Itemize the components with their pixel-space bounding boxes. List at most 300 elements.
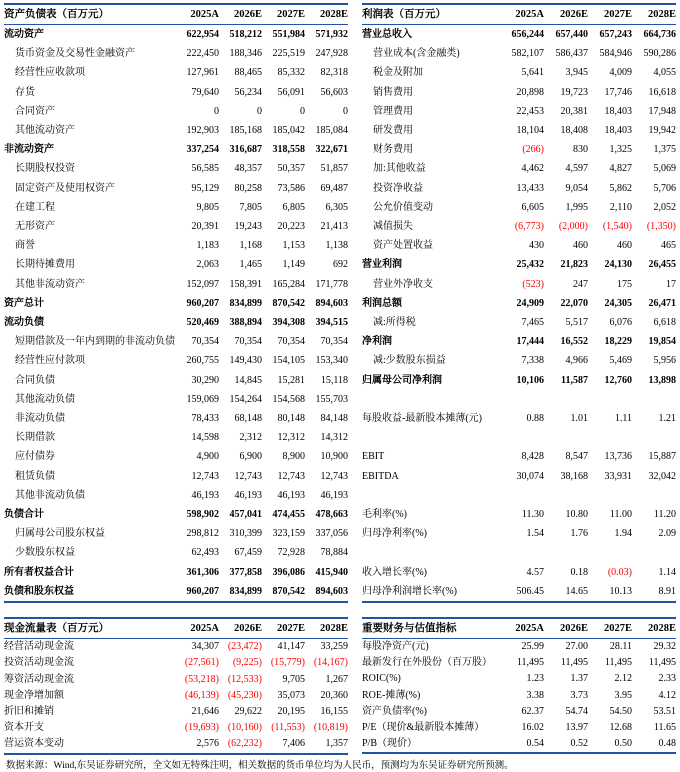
cell-value: 13,433 [516, 182, 544, 194]
table-row [362, 140, 676, 159]
table-header-row [362, 4, 676, 25]
column-header: 2026E [544, 618, 588, 639]
cell-value: 2.12 [614, 673, 632, 685]
row-label: 归属母公司净利润 [362, 374, 442, 386]
cell-value: 0 [257, 105, 262, 117]
row-label: 收入增长率(%) [362, 566, 427, 578]
cell-value: 465 [661, 240, 676, 252]
row-label: 折旧和摊销 [4, 705, 54, 717]
cell-value: 7,805 [239, 201, 262, 213]
cell-value: 3.73 [570, 689, 588, 701]
cell-value: 15,887 [648, 451, 676, 463]
cell-value: 38,168 [560, 470, 588, 482]
cell-value: 457,041 [229, 509, 262, 521]
column-header: 2028E [632, 618, 676, 639]
cell-value: 12,760 [604, 374, 632, 386]
cell-value: 32,042 [648, 470, 676, 482]
cell-value: 19,942 [648, 125, 676, 137]
cell-value: 15,118 [320, 374, 348, 386]
cell-value: 1.11 [614, 413, 632, 425]
cell-value [588, 486, 632, 505]
cell-value: 185,084 [315, 125, 348, 137]
row-label: 营业利润 [362, 259, 402, 271]
cell-value: 185,168 [229, 125, 262, 137]
cell-value: 322,671 [315, 144, 348, 156]
cell-value: 415,940 [315, 566, 348, 578]
cell-value: 5,862 [609, 182, 632, 194]
table-row [362, 275, 676, 294]
cell-value: 34,307 [191, 641, 219, 653]
row-label: 财务费用 [373, 144, 413, 156]
cell-value: 14,845 [234, 374, 262, 386]
cell-value: 12.68 [609, 722, 632, 734]
cell-value: (266) [522, 144, 544, 156]
cell-value: 53.51 [653, 705, 676, 717]
table-row [362, 543, 676, 562]
cell-value: 33,931 [604, 470, 632, 482]
cell-value: 14,312 [320, 432, 348, 444]
cell-value: 460 [617, 240, 632, 252]
cell-value [544, 543, 588, 562]
cell-value: (15,779) [270, 657, 305, 669]
cell-value: 25.99 [521, 641, 544, 653]
row-label: 减:所得税 [373, 317, 416, 329]
row-label: 营业总收入 [362, 29, 412, 40]
row-label: 长期借款 [15, 432, 55, 444]
cell-value: 11,495 [560, 657, 588, 669]
cell-value: 506.45 [500, 582, 544, 602]
cell-value: 16,155 [320, 705, 348, 717]
table-row [4, 25, 348, 45]
cell-value: (1,350) [646, 221, 676, 233]
cell-value: 20,360 [320, 689, 348, 701]
cell-value: 18,229 [604, 336, 632, 348]
cell-value: 2,576 [176, 736, 219, 753]
cell-value: 1,183 [196, 240, 219, 252]
cell-value: 175 [617, 278, 632, 290]
table-row [362, 255, 676, 274]
balance-sheet-table [4, 3, 348, 603]
row-label: 合同负债 [15, 374, 55, 386]
cell-value: 10,900 [320, 451, 348, 463]
cell-value: 3.95 [614, 689, 632, 701]
row-label: 加:其他收益 [373, 163, 426, 175]
table-row [362, 736, 676, 753]
cell-value: 225,519 [272, 48, 305, 60]
row-label: EBITDA [362, 470, 399, 482]
cell-value: 12,743 [234, 470, 262, 482]
column-header: 2025A [500, 4, 544, 25]
cell-value: 7,338 [521, 355, 544, 367]
table-row [4, 543, 348, 562]
table-row [4, 505, 348, 524]
cell-value [544, 428, 588, 447]
cell-value: 80,258 [234, 182, 262, 194]
table-row [362, 720, 676, 736]
table-header-row [362, 618, 676, 639]
table-row [4, 736, 348, 753]
cell-value: 1,325 [609, 144, 632, 156]
cell-value: 4,055 [653, 67, 676, 79]
column-header: 2026E [219, 4, 262, 25]
cell-value: 19,854 [648, 336, 676, 348]
cell-value: 361,306 [186, 566, 219, 578]
table-row [362, 655, 676, 671]
cell-value: 21,413 [320, 221, 348, 233]
cell-value: 6,900 [239, 451, 262, 463]
cell-value: 11,495 [648, 657, 676, 669]
cell-value: 56,585 [191, 163, 219, 175]
row-label: 其他流动负债 [15, 393, 75, 405]
cell-value: 222,450 [186, 48, 219, 60]
cell-value: 0.48 [632, 736, 676, 753]
column-header: 2025A [500, 618, 544, 639]
cell-value: 69,487 [320, 182, 348, 194]
cell-value: 894,603 [305, 582, 348, 602]
cell-value: 6,305 [325, 201, 348, 213]
table-row [362, 582, 676, 602]
cell-value: 692 [333, 259, 348, 271]
cell-value: 3.38 [526, 689, 544, 701]
table-row [4, 486, 348, 505]
cell-value: 50,357 [277, 163, 305, 175]
cell-value: (6,773) [514, 221, 544, 233]
cell-value: 24,305 [604, 297, 632, 309]
table-row [4, 447, 348, 466]
cell-value: (62,232) [219, 736, 262, 753]
row-label: 所有者权益合计 [4, 566, 74, 578]
row-label: 经营性应收款项 [15, 67, 85, 79]
cell-value [588, 428, 632, 447]
row-label: 资产处置收益 [373, 240, 433, 252]
cell-value: 67,459 [234, 547, 262, 559]
table-row [4, 467, 348, 486]
table-row [362, 294, 676, 313]
table-row [4, 428, 348, 447]
cell-value: 586,437 [555, 48, 588, 60]
cell-value: (10,160) [227, 722, 262, 734]
cell-value [632, 543, 676, 562]
row-label: 应付债券 [15, 451, 55, 463]
cell-value: 149,430 [229, 355, 262, 367]
cell-value: 25,432 [516, 259, 544, 271]
cell-value: 478,663 [315, 509, 348, 521]
cell-value: 598,902 [186, 509, 219, 521]
cell-value: (23,472) [227, 641, 262, 653]
cell-value: 70,354 [191, 336, 219, 348]
cell-value: (45,230) [227, 689, 262, 701]
cell-value: (523) [522, 278, 544, 290]
table-title: 现金流量表（百万元） [4, 618, 176, 639]
row-label: 营业成本(含金融类) [373, 48, 460, 60]
cell-value: (9,225) [232, 657, 262, 669]
row-label [362, 428, 500, 447]
cell-value: 62.37 [521, 705, 544, 717]
cell-value: 155,703 [315, 393, 348, 405]
cell-value: 830 [573, 144, 588, 156]
cell-value [632, 486, 676, 505]
cell-value: 54.74 [565, 705, 588, 717]
cell-value: 834,899 [229, 297, 262, 309]
cell-value: 0.18 [570, 566, 588, 578]
table-header-row [4, 618, 348, 639]
cell-value: 4,009 [609, 67, 632, 79]
cell-value: 2,110 [609, 201, 632, 213]
table-row [4, 563, 348, 582]
cell-value: 46,193 [191, 489, 219, 501]
cell-value: 4,966 [565, 355, 588, 367]
table-title: 利润表（百万元） [362, 4, 500, 25]
column-header: 2027E [588, 4, 632, 25]
cell-value: 24,130 [604, 259, 632, 271]
cell-value: 192,903 [186, 125, 219, 137]
cell-value: 4,900 [196, 451, 219, 463]
table-row [362, 371, 676, 390]
cell-value: (46,139) [184, 689, 219, 701]
cell-value: 8,547 [565, 451, 588, 463]
cell-value: 29,622 [234, 705, 262, 717]
cell-value: 298,812 [186, 528, 219, 540]
cell-value: 18,403 [604, 125, 632, 137]
cell-value: 1,168 [239, 240, 262, 252]
table-row [4, 83, 348, 102]
table-row [362, 505, 676, 524]
cell-value: 72,928 [277, 547, 305, 559]
cell-value: 154,264 [229, 393, 262, 405]
cell-value: 4,597 [565, 163, 588, 175]
cell-value: 388,894 [229, 317, 262, 329]
income-statement-table [362, 3, 676, 603]
data-source-note: 数据来源：Wind,东吴证券研究所，全文如无特殊注明，相关数据的货币单位均为人民币，预测均为东吴证券研究所预测。 [6, 760, 514, 771]
row-label: 其他流动资产 [15, 125, 75, 137]
cell-value: 960,207 [186, 297, 219, 309]
cell-value: 518,212 [229, 29, 262, 40]
left-column [4, 3, 348, 755]
cell-value: 310,399 [229, 528, 262, 540]
cell-value: 11.65 [653, 722, 676, 734]
cell-value: (2,000) [558, 221, 588, 233]
row-label: 非流动负债 [15, 413, 65, 425]
table-row [362, 688, 676, 704]
row-label: 流动负债 [4, 317, 44, 329]
cell-value: 56,091 [277, 86, 305, 98]
column-header: 2026E [544, 4, 588, 25]
cell-value: 33,259 [320, 641, 348, 653]
cell-value: 2,312 [239, 432, 262, 444]
cell-value: 11,587 [561, 374, 588, 386]
table-row [362, 704, 676, 720]
cell-value: 1.23 [526, 673, 544, 685]
cell-value: 1.14 [658, 566, 676, 578]
table-row [362, 390, 676, 409]
row-label: 经营活动现金流 [4, 641, 74, 653]
row-label: 资产总计 [4, 297, 44, 309]
row-label: 租赁负债 [15, 470, 55, 482]
cell-value: 127,961 [186, 67, 219, 79]
table-row [362, 332, 676, 351]
cell-value: 1.37 [570, 673, 588, 685]
cell-value: 11.30 [521, 509, 544, 521]
cell-value: 46,193 [234, 489, 262, 501]
table-row [362, 639, 676, 656]
column-header: 2028E [305, 618, 348, 639]
row-label: 公允价值变动 [373, 201, 433, 213]
table-row [4, 294, 348, 313]
cell-value: 85,332 [277, 67, 305, 79]
table-row [4, 639, 348, 656]
row-label: 商誉 [15, 240, 35, 252]
row-label: P/E（现价&最新股本摊薄） [362, 722, 485, 734]
cell-value: (27,561) [184, 657, 219, 669]
row-label: 短期借款及一年内到期的非流动负债 [15, 336, 175, 348]
column-header: 2028E [632, 4, 676, 25]
table-row [4, 255, 348, 274]
table-row [4, 217, 348, 236]
row-label: 筹资活动现金流 [4, 673, 74, 685]
table-row [362, 83, 676, 102]
cell-value: 70,354 [277, 336, 305, 348]
cell-value: 870,542 [272, 297, 305, 309]
table-row [362, 563, 676, 582]
cell-value: 657,243 [599, 29, 632, 40]
cell-value: 19,243 [234, 221, 262, 233]
table-row [362, 198, 676, 217]
table-row [4, 179, 348, 198]
cell-value: 377,858 [229, 566, 262, 578]
cell-value: 152,097 [186, 278, 219, 290]
column-header: 2025A [176, 618, 219, 639]
row-label: ROE-摊薄(%) [362, 689, 421, 701]
row-label: 其他非流动资产 [15, 278, 85, 290]
column-header: 2027E [588, 618, 632, 639]
cell-value: 35,073 [277, 689, 305, 701]
cell-value: 323,159 [272, 528, 305, 540]
cell-value: 21,823 [560, 259, 588, 271]
table-title: 资产负债表（百万元） [4, 4, 176, 25]
table-row [4, 351, 348, 370]
cell-value: 56,234 [234, 86, 262, 98]
cell-value: (12,533) [227, 673, 262, 685]
cell-value: 571,932 [315, 29, 348, 40]
cell-value: 316,687 [229, 144, 262, 156]
row-label: 合同资产 [15, 105, 55, 117]
cell-value: 17,444 [516, 336, 544, 348]
cell-value: 41,147 [277, 641, 305, 653]
table-row [362, 486, 676, 505]
row-label: 最新发行在外股份（百万股） [362, 657, 492, 669]
row-label: 营业外净收支 [373, 278, 433, 290]
row-label: 货币资金及交易性金融资产 [15, 48, 135, 60]
cell-value: 10.13 [588, 582, 632, 602]
cell-value: 0 [214, 105, 219, 117]
cell-value: 82,318 [320, 67, 348, 79]
cell-value: (14,167) [313, 657, 348, 669]
cell-value: 2,063 [196, 259, 219, 271]
cell-value: 88,465 [234, 67, 262, 79]
column-header: 2028E [305, 4, 348, 25]
cell-value: 664,736 [643, 29, 676, 40]
cell-value: 2,052 [653, 201, 676, 213]
cell-value: 11,495 [516, 657, 544, 669]
cell-value: 1.94 [614, 528, 632, 540]
cell-value: 5,469 [609, 355, 632, 367]
cell-value: 171,778 [315, 278, 348, 290]
cell-value: 16.02 [521, 722, 544, 734]
cell-value: 20,898 [516, 86, 544, 98]
cell-value: 657,440 [555, 29, 588, 40]
row-label: 固定资产及使用权资产 [15, 182, 115, 194]
cell-value: 17 [666, 278, 676, 290]
cell-value: 260,755 [186, 355, 219, 367]
table-row [362, 44, 676, 63]
cell-value: (19,693) [184, 722, 219, 734]
row-label: 归属母公司股东权益 [15, 528, 105, 540]
cell-value: 7,406 [262, 736, 305, 753]
row-label: 每股净资产(元) [362, 641, 429, 653]
cell-value: (10,819) [313, 722, 348, 734]
cell-value: 8,900 [282, 451, 305, 463]
cash-flow-table [4, 617, 348, 754]
cell-value: 29.32 [653, 641, 676, 653]
cell-value: 520,469 [186, 317, 219, 329]
cell-value: 12,743 [191, 470, 219, 482]
table-row [362, 447, 676, 466]
cell-value: 30,290 [191, 374, 219, 386]
cell-value: 870,542 [262, 582, 305, 602]
row-label [362, 486, 500, 505]
row-label: 长期待摊费用 [15, 259, 75, 271]
cell-value: 16,618 [648, 86, 676, 98]
cell-value: 6,618 [653, 317, 676, 329]
cell-value: 9,054 [565, 182, 588, 194]
cell-value: 51,857 [320, 163, 348, 175]
cell-value [588, 543, 632, 562]
table-title: 重要财务与估值指标 [362, 618, 500, 639]
cell-value: 582,107 [511, 48, 544, 60]
cell-value: 318,558 [272, 144, 305, 156]
cell-value: 22,453 [516, 105, 544, 117]
table-row [4, 275, 348, 294]
cell-value: 6,605 [521, 201, 544, 213]
table-header-row [4, 4, 348, 25]
table-row [362, 313, 676, 332]
table-row [362, 467, 676, 486]
cell-value [588, 390, 632, 409]
cell-value: 1.01 [570, 413, 588, 425]
cell-value: 20,223 [277, 221, 305, 233]
cell-value: 188,346 [229, 48, 262, 60]
table-row [4, 371, 348, 390]
table-row [4, 655, 348, 671]
cell-value: 153,340 [315, 355, 348, 367]
cell-value: (0.03) [607, 566, 632, 578]
row-label: 减值损失 [373, 221, 413, 233]
cell-value: (53,218) [184, 673, 219, 685]
cell-value: 0 [343, 105, 348, 117]
cell-value: 46,193 [320, 489, 348, 501]
cell-value [500, 543, 544, 562]
cell-value: 5,706 [653, 182, 676, 194]
cell-value: 656,244 [511, 29, 544, 40]
cell-value: 15,281 [277, 374, 305, 386]
cell-value: 5,641 [521, 67, 544, 79]
row-label: 负债合计 [4, 509, 44, 521]
row-label: 投资活动现金流 [4, 657, 74, 669]
cell-value: 28.11 [609, 641, 632, 653]
row-label: 资本开支 [4, 722, 44, 734]
cell-value: 26,471 [648, 297, 676, 309]
table-row [4, 704, 348, 720]
